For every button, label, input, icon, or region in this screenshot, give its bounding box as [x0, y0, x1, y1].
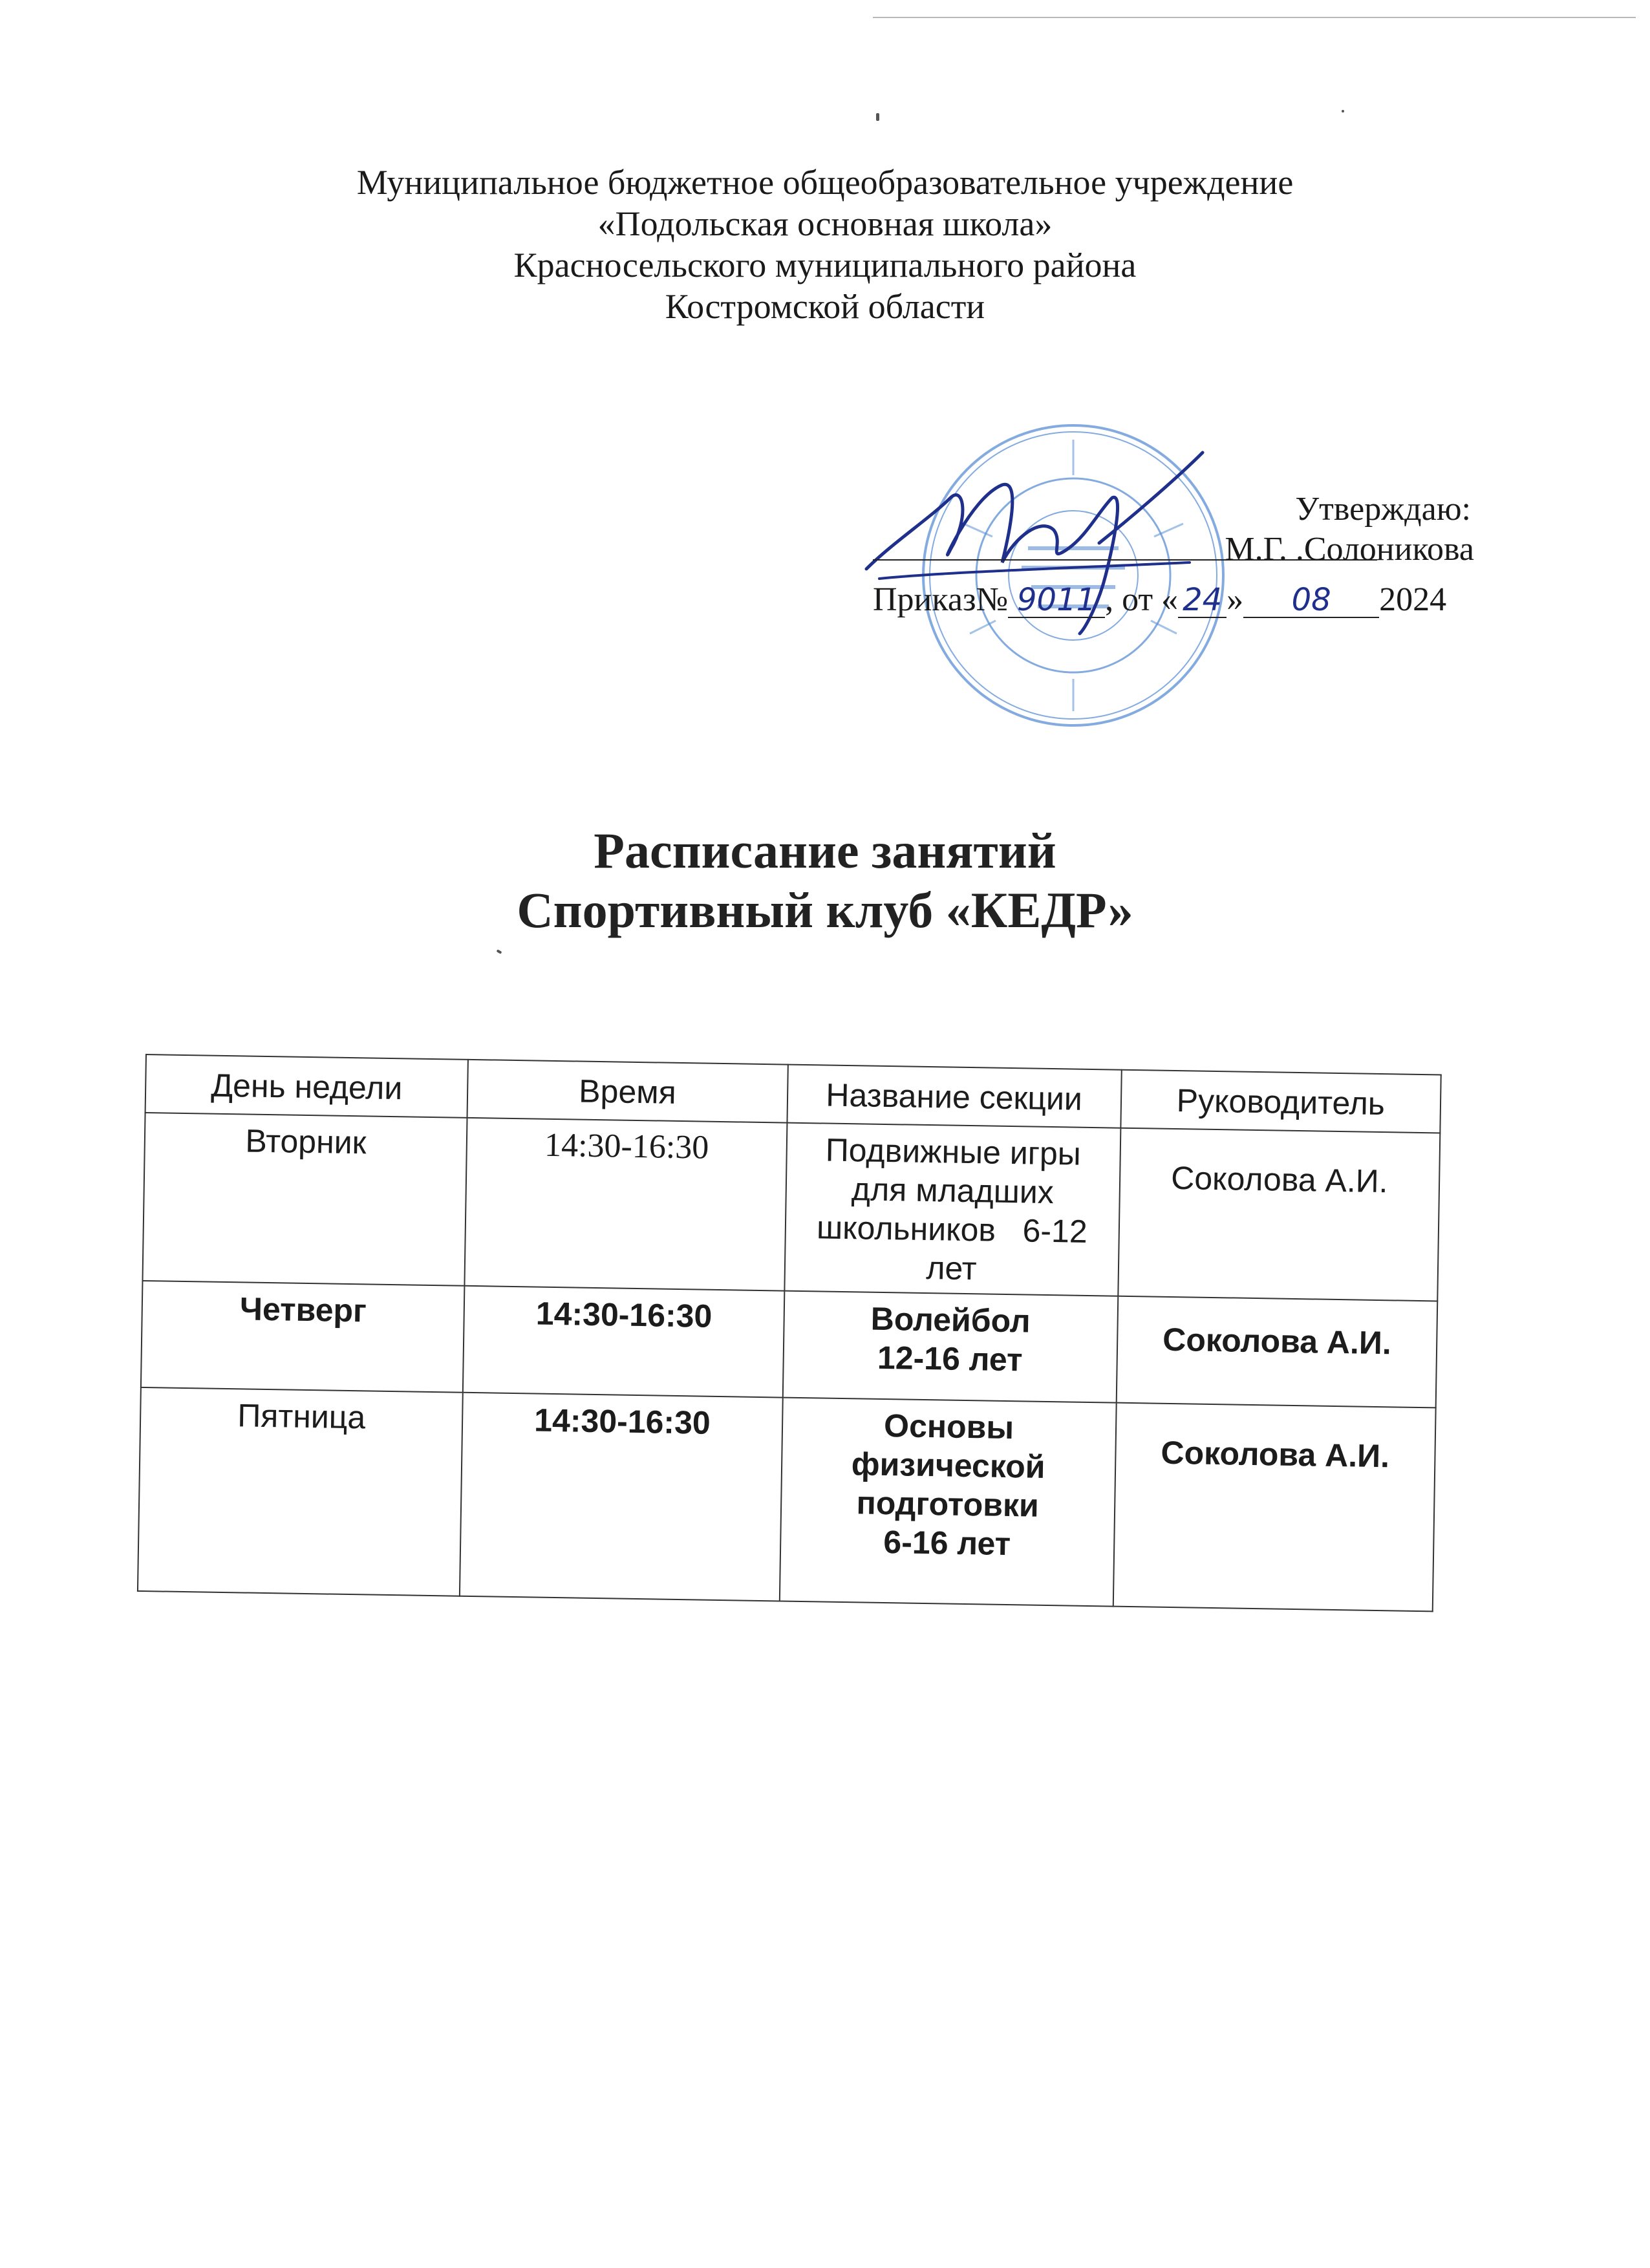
section-line: Основы	[883, 1407, 1014, 1446]
leader-name: Соколова А.И.	[1162, 1321, 1392, 1362]
order-line	[873, 581, 1446, 619]
cell-day: Четверг	[141, 1281, 465, 1393]
section-line: лет	[925, 1250, 978, 1287]
date-day: 24	[1178, 583, 1227, 618]
table-row	[138, 1387, 1436, 1611]
document-title	[0, 821, 1650, 940]
table-row	[142, 1113, 1440, 1301]
header-day: День недели	[145, 1054, 469, 1118]
order-number-comma: ,	[1105, 581, 1122, 618]
header-line-1: Муниципальное бюджетное общеобразовательное учреждение	[356, 163, 1294, 202]
date-sep: »	[1227, 581, 1244, 618]
cell-time: 14:30-16:30	[460, 1393, 782, 1601]
cell-leader	[1118, 1128, 1440, 1301]
date-month: 08	[1243, 583, 1379, 618]
approve-label: Утверждаю:	[1295, 491, 1471, 528]
order-prefix: Приказ№	[873, 581, 1009, 618]
title-line-1: Расписание занятий	[594, 822, 1056, 879]
section-line: подготовки	[856, 1484, 1040, 1524]
director-name: М.Г. .Солоникова	[1225, 531, 1474, 568]
section-line: 6-16 лет	[883, 1524, 1011, 1563]
scan-edge-line	[873, 17, 1636, 18]
section-line: для младших	[851, 1171, 1055, 1211]
leader-name: Соколова А.И.	[1161, 1434, 1390, 1475]
cell-leader	[1113, 1403, 1435, 1612]
leader-name: Соколова А.И.	[1170, 1159, 1389, 1200]
organization-header	[0, 162, 1650, 327]
scan-speck	[876, 113, 879, 121]
scan-speck	[497, 949, 502, 954]
section-line: физической	[851, 1446, 1045, 1485]
header-leader: Руководитель	[1120, 1070, 1441, 1133]
cell-section	[782, 1291, 1118, 1403]
table-row	[141, 1281, 1437, 1407]
cell-section	[779, 1398, 1116, 1607]
header-time: Время	[467, 1060, 788, 1123]
scan-speck	[1342, 110, 1344, 112]
cell-day: Пятница	[138, 1387, 463, 1596]
header-line-4: Костромской области	[665, 287, 985, 326]
schedule-table	[137, 1054, 1442, 1612]
cell-section	[784, 1123, 1120, 1296]
header-line-3: Красносельского муниципального района	[513, 246, 1137, 284]
approval-block	[828, 478, 1487, 647]
title-line-2: Спортивный клуб «КЕДР»	[517, 882, 1133, 938]
section-line: школьников 6-12	[816, 1209, 1088, 1250]
cell-day: Вторник	[142, 1113, 467, 1286]
header-line-2: «Подольская основная школа»	[597, 204, 1053, 243]
cell-time: 14:30-16:30	[463, 1286, 784, 1398]
cell-time: 14:30-16:30	[465, 1118, 787, 1291]
header-section: Название секции	[787, 1065, 1121, 1128]
date-prefix: от «	[1122, 581, 1179, 618]
order-number: 9011	[1008, 583, 1105, 618]
section-line: 12-16 лет	[877, 1339, 1023, 1378]
section-line: Волейбол	[870, 1300, 1031, 1340]
date-year: 2024	[1379, 581, 1447, 618]
section-line: Подвижные игры	[825, 1131, 1082, 1172]
cell-leader	[1116, 1296, 1437, 1408]
